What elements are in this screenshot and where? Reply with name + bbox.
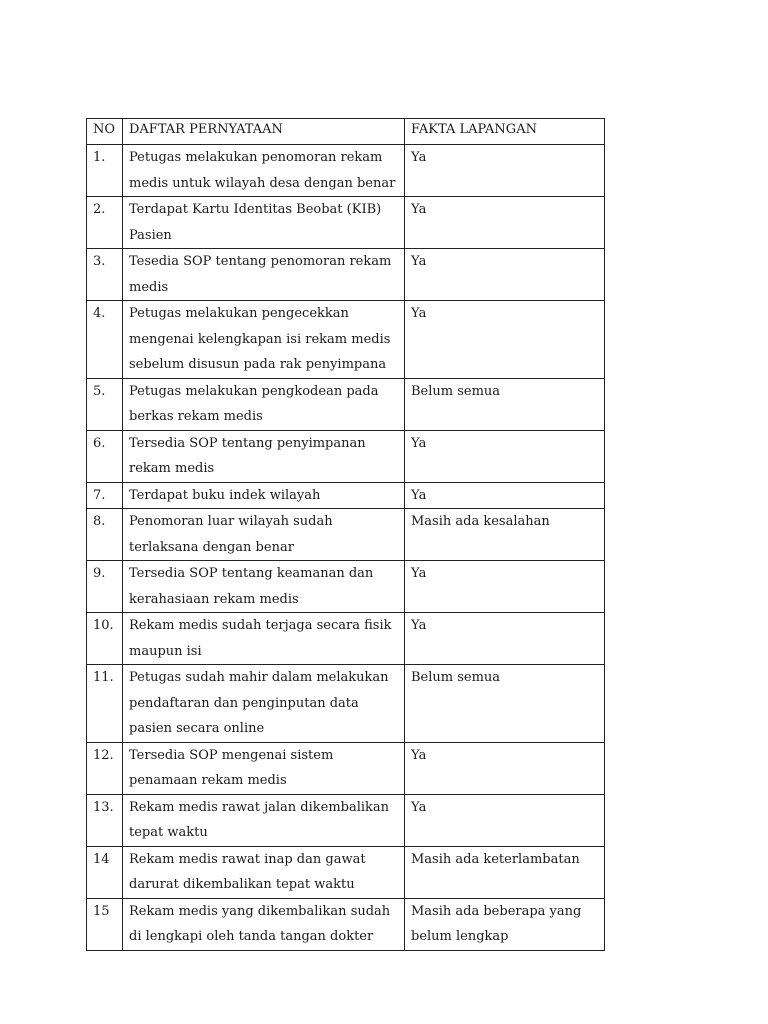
- table-row: [87, 613, 605, 665]
- row-statement: Tesedia SOP tentang penomoran rekam medis: [123, 249, 405, 301]
- row-fact: Ya: [405, 145, 605, 197]
- checklist-table: [86, 118, 605, 951]
- row-fact: Ya: [405, 301, 605, 379]
- table-header-row: [87, 119, 605, 145]
- row-fact: Belum semua: [405, 665, 605, 743]
- table-row: [87, 794, 605, 846]
- row-statement: Rekam medis sudah terjaga secara fisik maupun isi: [123, 613, 405, 665]
- row-number: 14: [87, 846, 123, 898]
- table-row: [87, 898, 605, 950]
- header-no: NO: [87, 119, 123, 145]
- table-row: [87, 145, 605, 197]
- row-statement: Tersedia SOP mengenai sistem penamaan rekam medis: [123, 742, 405, 794]
- row-number: 15: [87, 898, 123, 950]
- row-statement: Rekam medis yang dikembalikan sudah di lengkapi oleh tanda tangan dokter: [123, 898, 405, 950]
- row-statement: Rekam medis rawat inap dan gawat darurat dikembalikan tepat waktu: [123, 846, 405, 898]
- row-number: 5.: [87, 378, 123, 430]
- row-fact: Ya: [405, 742, 605, 794]
- row-fact: Belum semua: [405, 378, 605, 430]
- row-statement: Terdapat Kartu Identitas Beobat (KIB) Pasien: [123, 197, 405, 249]
- table-row: [87, 742, 605, 794]
- row-fact: Ya: [405, 482, 605, 509]
- header-fact: FAKTA LAPANGAN: [405, 119, 605, 145]
- row-statement: Tersedia SOP tentang penyimpanan rekam medis: [123, 430, 405, 482]
- row-fact: Ya: [405, 613, 605, 665]
- row-number: 4.: [87, 301, 123, 379]
- row-number: 6.: [87, 430, 123, 482]
- row-statement: Terdapat buku indek wilayah: [123, 482, 405, 509]
- row-fact: Ya: [405, 249, 605, 301]
- row-number: 11.: [87, 665, 123, 743]
- row-fact: Ya: [405, 794, 605, 846]
- row-fact: Ya: [405, 561, 605, 613]
- row-number: 12.: [87, 742, 123, 794]
- row-fact: Masih ada kesalahan: [405, 509, 605, 561]
- row-number: 2.: [87, 197, 123, 249]
- row-fact: Ya: [405, 430, 605, 482]
- row-number: 7.: [87, 482, 123, 509]
- row-fact: Masih ada beberapa yang belum lengkap: [405, 898, 605, 950]
- row-statement: Tersedia SOP tentang keamanan dan kerahasiaan rekam medis: [123, 561, 405, 613]
- table-row: [87, 509, 605, 561]
- table-row: [87, 197, 605, 249]
- row-statement: Petugas sudah mahir dalam melakukan pendaftaran dan penginputan data pasien secara online: [123, 665, 405, 743]
- table-row: [87, 482, 605, 509]
- row-statement: Rekam medis rawat jalan dikembalikan tepat waktu: [123, 794, 405, 846]
- row-number: 9.: [87, 561, 123, 613]
- table-row: [87, 301, 605, 379]
- row-number: 13.: [87, 794, 123, 846]
- table-row: [87, 430, 605, 482]
- row-fact: Ya: [405, 197, 605, 249]
- table-row: [87, 846, 605, 898]
- row-number: 1.: [87, 145, 123, 197]
- table-row: [87, 249, 605, 301]
- row-number: 10.: [87, 613, 123, 665]
- row-number: 8.: [87, 509, 123, 561]
- row-number: 3.: [87, 249, 123, 301]
- table-row: [87, 665, 605, 743]
- row-fact: Masih ada keterlambatan: [405, 846, 605, 898]
- row-statement: Petugas melakukan penomoran rekam medis untuk wilayah desa dengan benar: [123, 145, 405, 197]
- header-statement: DAFTAR PERNYATAAN: [123, 119, 405, 145]
- row-statement: Petugas melakukan pengecekkan mengenai kelengkapan isi rekam medis sebelum disusun pada rak penyimpana: [123, 301, 405, 379]
- table-row: [87, 378, 605, 430]
- row-statement: Petugas melakukan pengkodean pada berkas rekam medis: [123, 378, 405, 430]
- row-statement: Penomoran luar wilayah sudah terlaksana dengan benar: [123, 509, 405, 561]
- table-row: [87, 561, 605, 613]
